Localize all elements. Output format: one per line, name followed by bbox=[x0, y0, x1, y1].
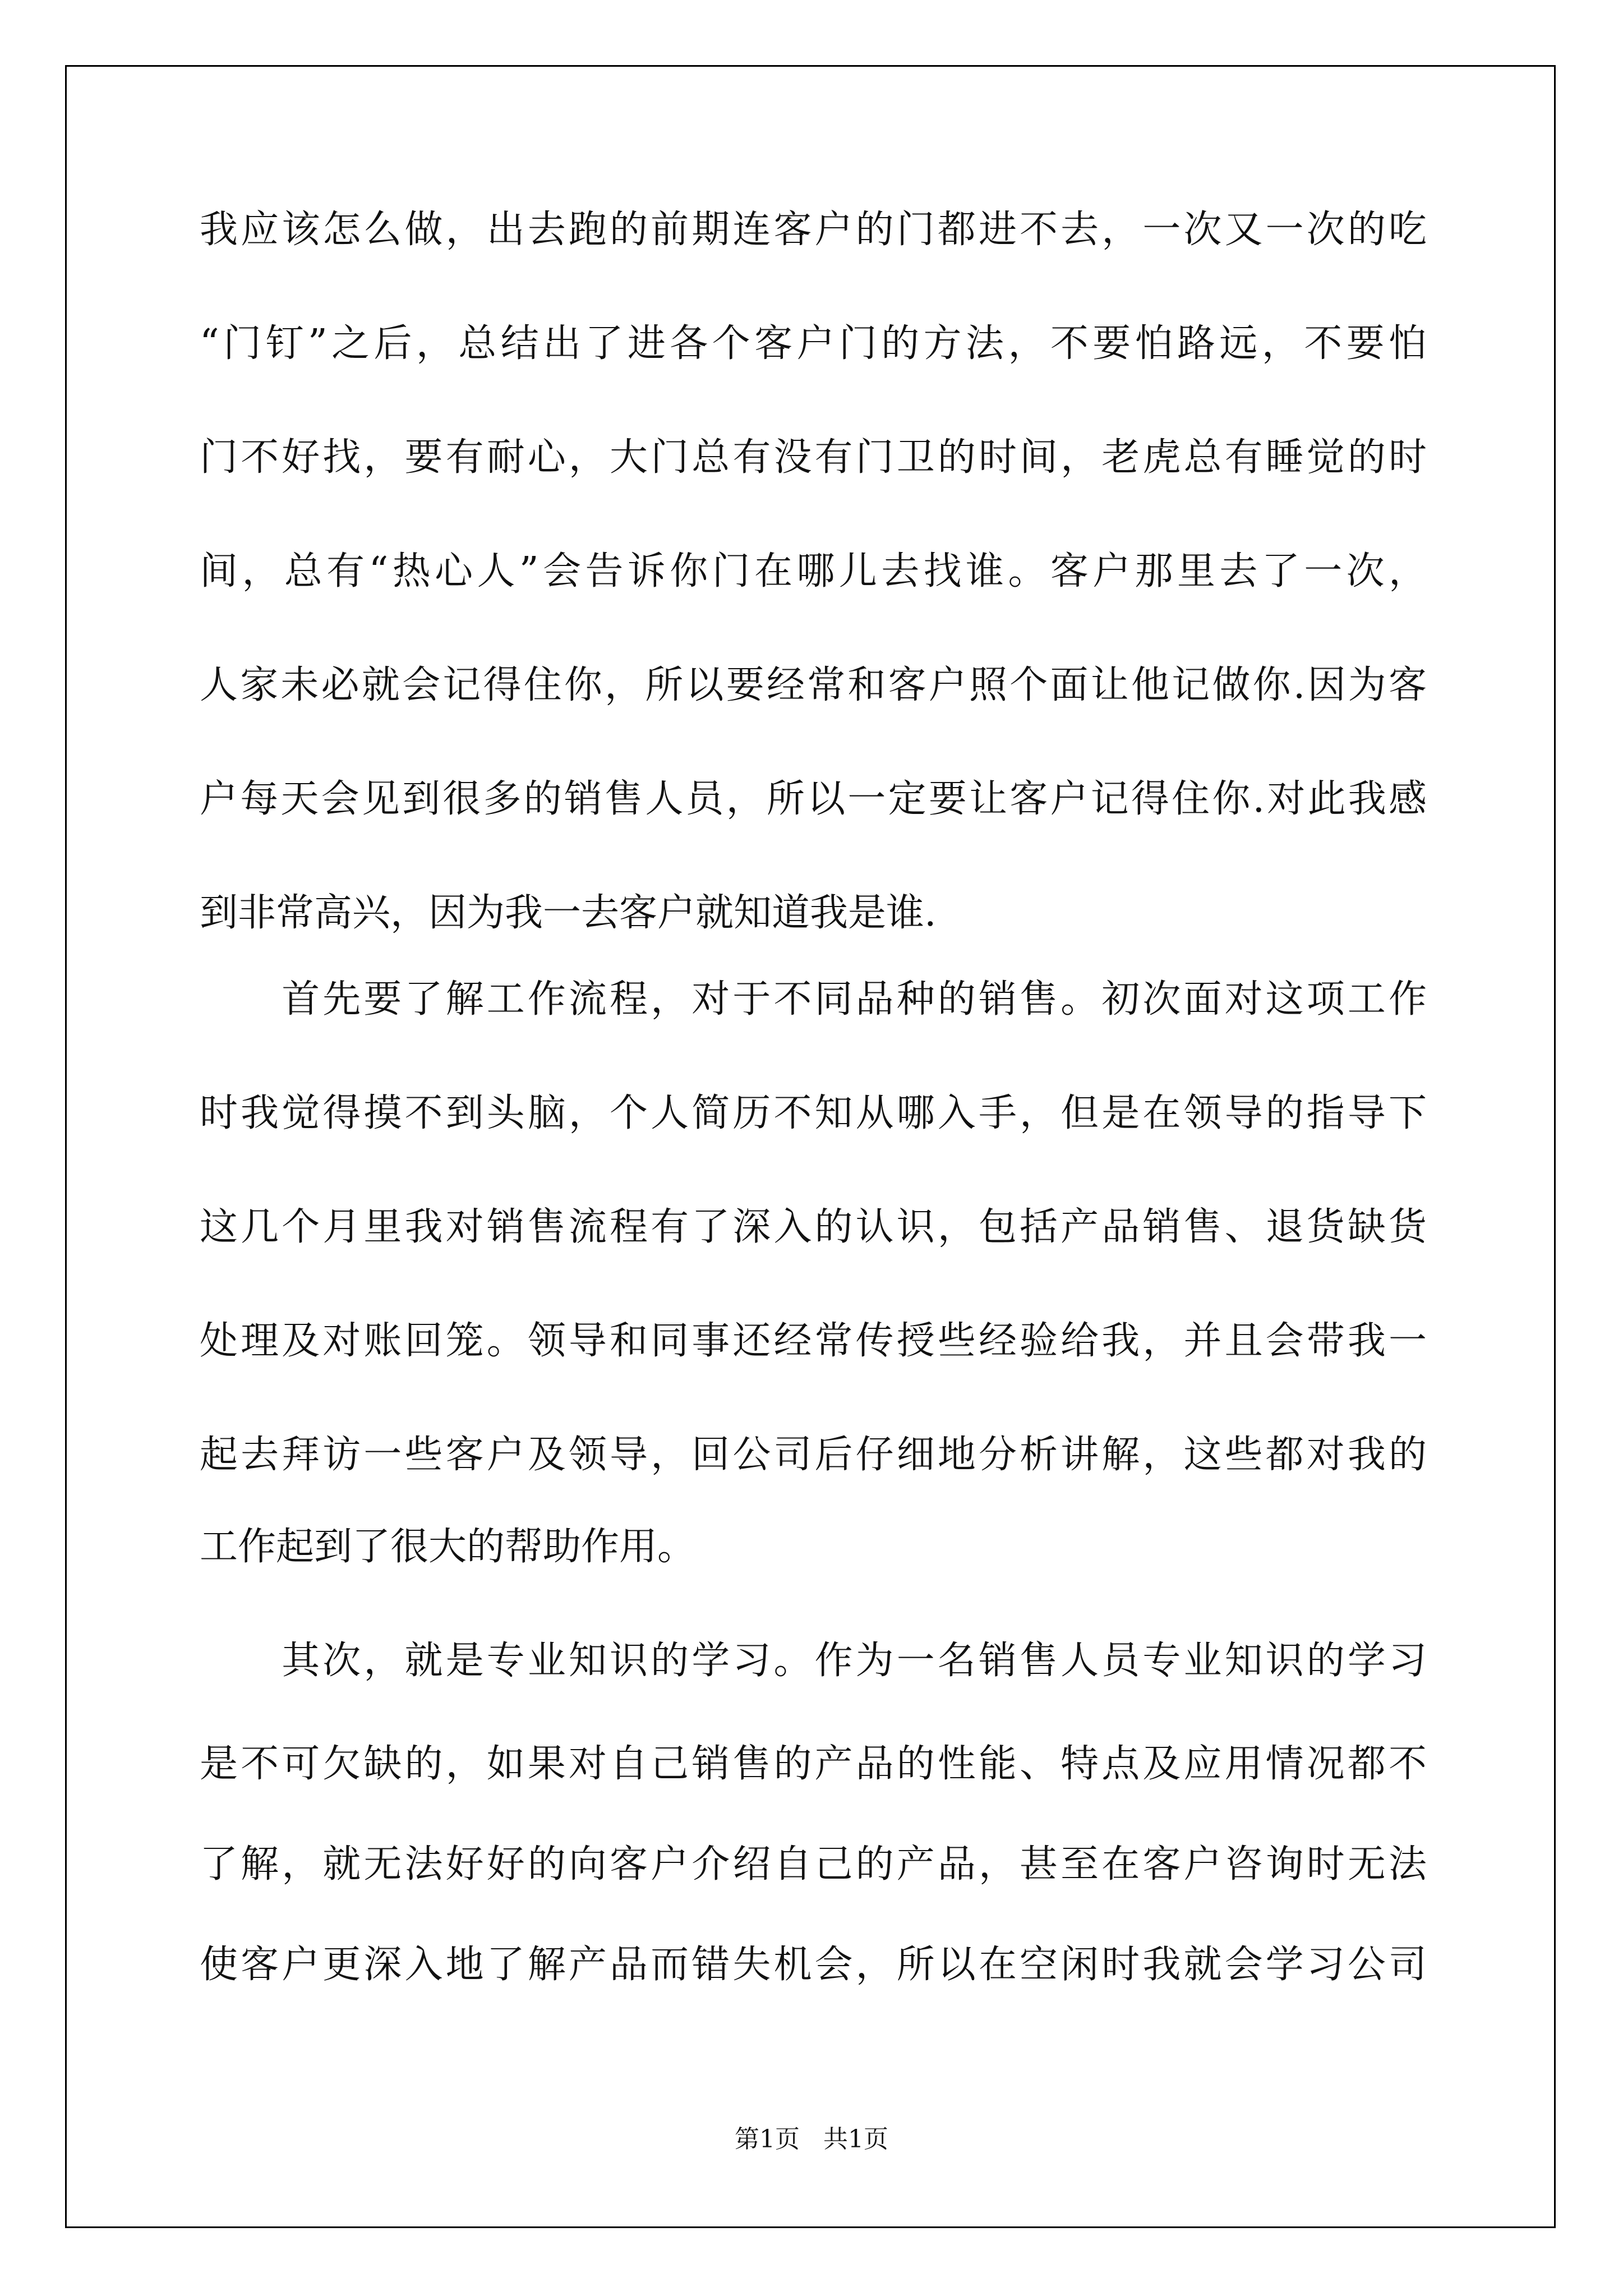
text-line: 使客户更深入地了解产品而错失机会，所以在空闲时我就会学习公司 bbox=[200, 1943, 1427, 1987]
text-line: 门不好找，要有耐心，大门总有没有门卫的时间，老虎总有睡觉的时 bbox=[200, 435, 1427, 480]
page-footer bbox=[0, 2124, 1623, 2155]
text-line: 起去拜访一些客户及领导，回公司后仔细地分析讲解，这些都对我的 bbox=[200, 1433, 1427, 1477]
text-line: 到非常高兴，因为我一去客户就知道我是谁. bbox=[200, 891, 937, 935]
text-line: 这几个月里我对销售流程有了深入的认识，包括产品销售、退货缺货 bbox=[200, 1205, 1427, 1249]
text-line: 处理及对账回笼。领导和同事还经常传授些经验给我，并且会带我一 bbox=[200, 1319, 1427, 1363]
text-line: 了解，就无法好好的向客户介绍自己的产品，甚至在客户咨询时无法 bbox=[200, 1842, 1427, 1887]
page-total: 共1页 bbox=[823, 2125, 888, 2154]
text-line: 人家未必就会记得住你，所以要经常和客户照个面让他记做你.因为客 bbox=[200, 663, 1427, 707]
text-line: 户每天会见到很多的销售人员，所以一定要让客户记得住你.对此我感 bbox=[200, 777, 1427, 821]
text-line: 间，总有“热心人”会告诉你门在哪儿去找谁。客户那里去了一次， bbox=[200, 549, 1427, 593]
paragraph-first-line: 首先要了解工作流程，对于不同品种的销售。初次面对这项工作 bbox=[200, 977, 1427, 1022]
text-line: 时我觉得摸不到头脑，个人简历不知从哪入手，但是在领导的指导下 bbox=[200, 1091, 1427, 1135]
text-line: 是不可欠缺的，如果对自己销售的产品的性能、特点及应用情况都不 bbox=[200, 1742, 1427, 1786]
paragraph-first-line: 其次，就是专业知识的学习。作为一名销售人员专业知识的学习 bbox=[200, 1639, 1427, 1683]
page-border bbox=[65, 65, 1556, 2228]
text-line: “门钉”之后，总结出了进各个客户门的方法，不要怕路远，不要怕 bbox=[200, 321, 1427, 366]
page-number: 第1页 bbox=[735, 2125, 800, 2154]
text-line: 工作起到了很大的帮助作用。 bbox=[200, 1525, 696, 1569]
text-line: 我应该怎么做，出去跑的前期连客户的门都进不去，一次又一次的吃 bbox=[200, 208, 1427, 252]
